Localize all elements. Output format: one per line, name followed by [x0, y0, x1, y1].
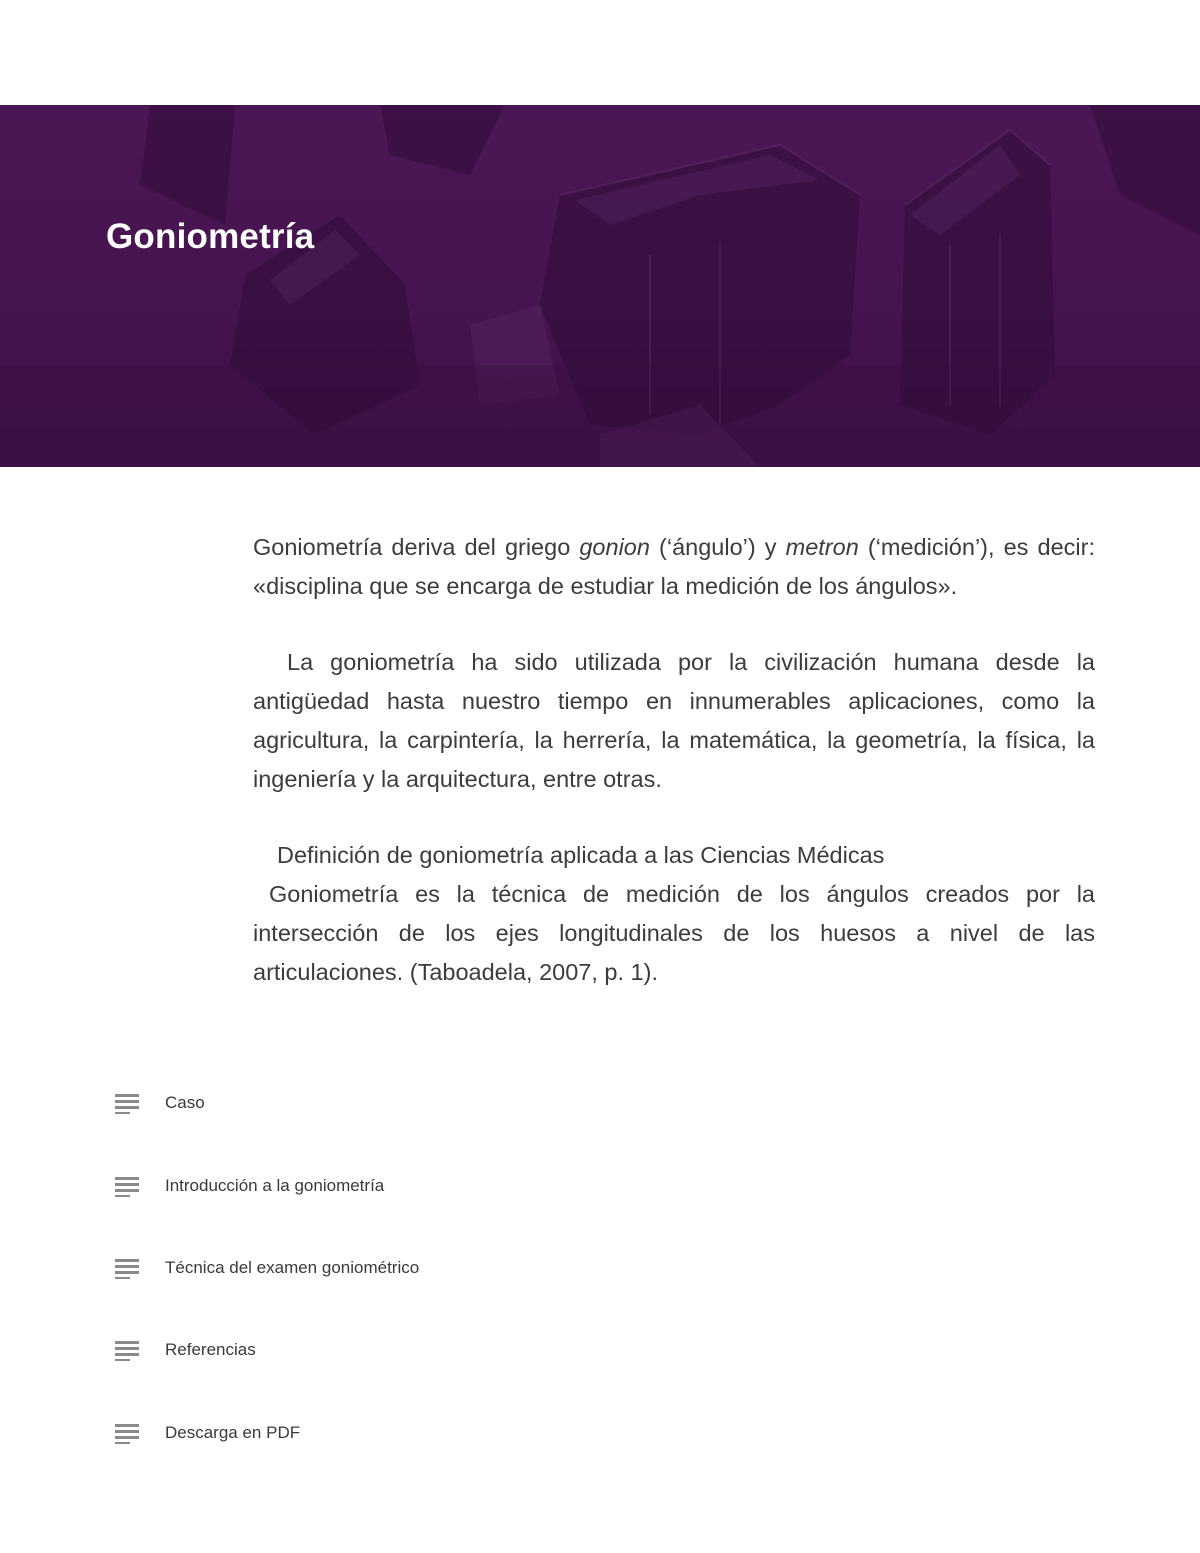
- definition-paragraph: Goniometría es la técnica de medición de los ángulos creados por la intersección de los ejes longitudinales de los huesos a nivel de las articulaciones. (Taboadela, 2007, p. 1).: [253, 881, 1095, 985]
- term-gonion: gonion: [579, 534, 650, 560]
- nav-item-label: Descarga en PDF: [165, 1423, 301, 1442]
- nav-item-label: Introducción a la goniometría: [165, 1176, 385, 1195]
- nav-item-caso[interactable]: [115, 1081, 205, 1125]
- text-lines-icon: [115, 1092, 139, 1114]
- nav-item-label: Referencias: [165, 1340, 256, 1359]
- intro-text-middle: (‘ángulo’) y: [649, 534, 786, 560]
- main-content: [253, 528, 1095, 992]
- nav-item-descarga-pdf[interactable]: [115, 1411, 300, 1455]
- term-metron: metron: [785, 534, 859, 560]
- nav-item-label: Técnica del examen goniométrico: [165, 1258, 420, 1277]
- nav-item-introduccion[interactable]: [115, 1164, 384, 1208]
- hero-banner: [0, 105, 1200, 467]
- history-paragraph: La goniometría ha sido utilizada por la civilización humana desde la antigüedad hasta nuestro tiempo en innumerables aplicaciones, como la agricultura, la carpintería, la herrería, la matemática, la geometría, la física, la ingeniería y la arquitectura, entre otras.: [253, 649, 1095, 792]
- text-lines-icon: [115, 1339, 139, 1361]
- nav-item-tecnica[interactable]: [115, 1246, 419, 1290]
- architecture-background-image: [0, 105, 1200, 467]
- section-subheading: Definición de goniometría aplicada a las Ciencias Médicas: [277, 842, 885, 868]
- text-lines-icon: [115, 1422, 139, 1444]
- intro-text-end: (‘medición’), es decir: «disciplina que se encarga de estudiar la medición de los ángulos».: [253, 534, 1095, 599]
- nav-item-label: Caso: [165, 1093, 205, 1112]
- text-lines-icon: [115, 1257, 139, 1279]
- nav-item-referencias[interactable]: [115, 1328, 256, 1372]
- intro-text-start: Goniometría deriva del griego: [253, 534, 580, 560]
- page-title: Goniometría: [106, 217, 315, 256]
- text-lines-icon: [115, 1175, 139, 1197]
- intro-paragraph: [253, 528, 1095, 606]
